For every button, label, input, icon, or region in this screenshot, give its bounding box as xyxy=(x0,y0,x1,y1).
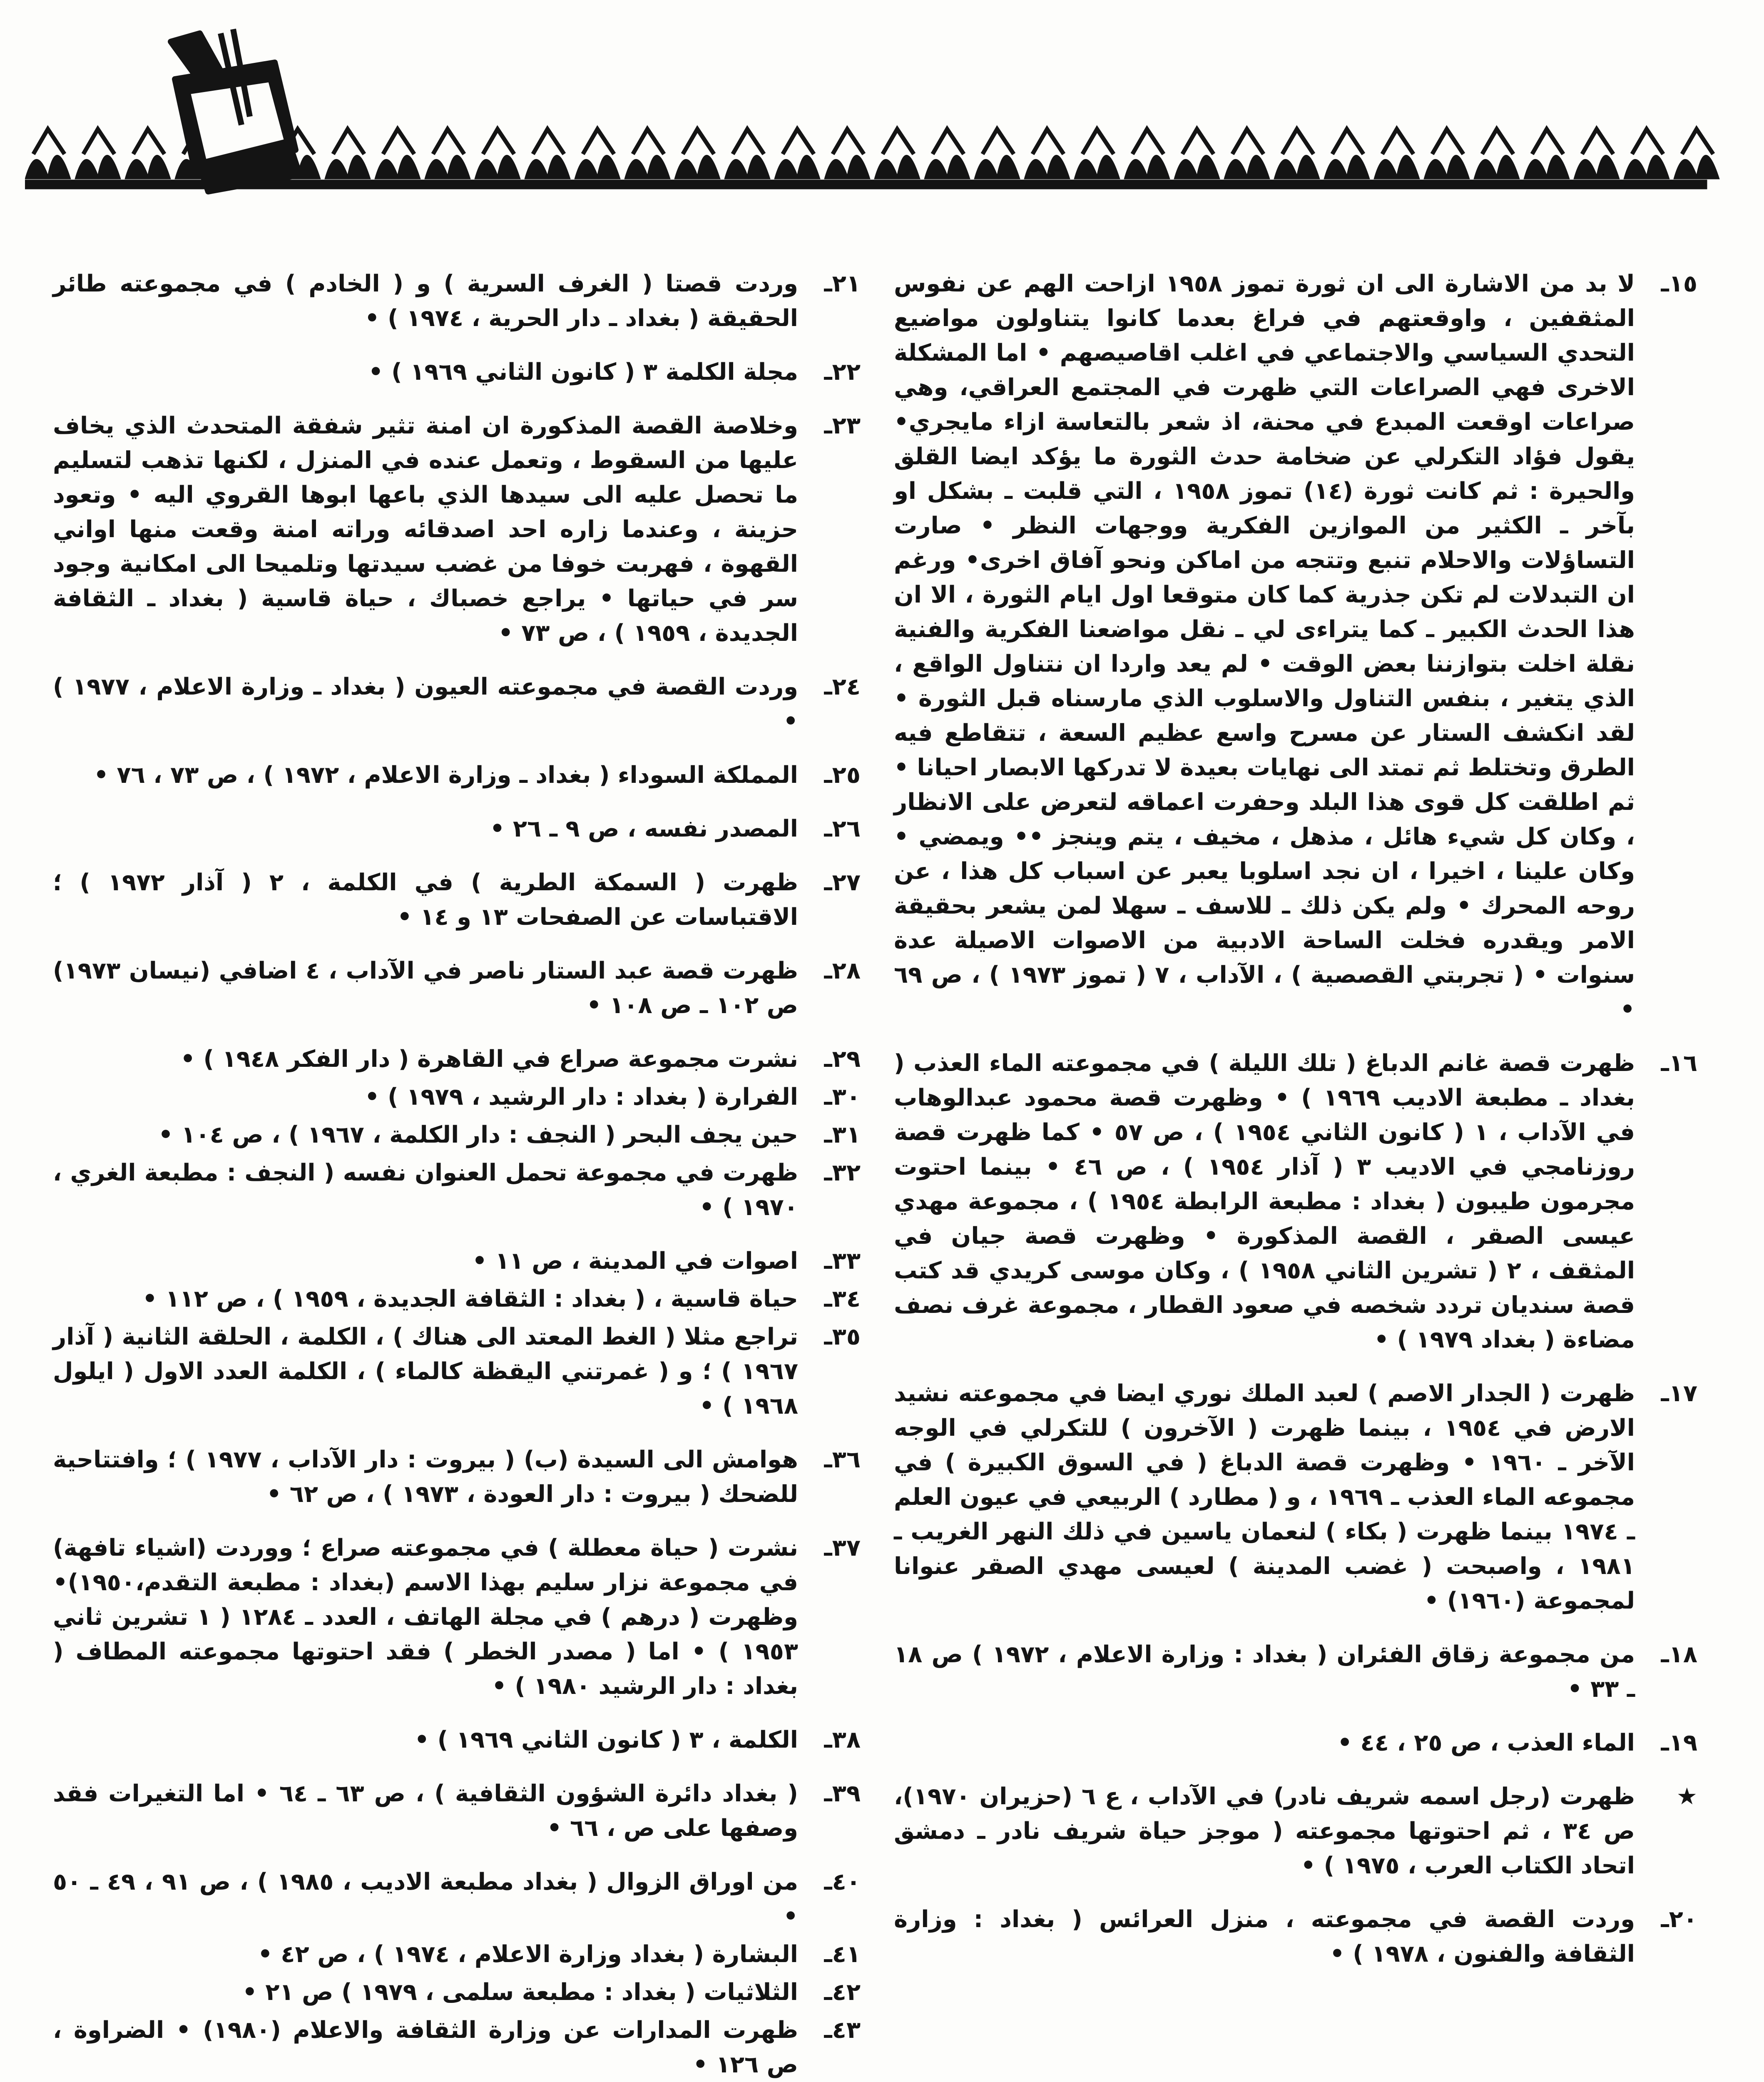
ornament-motif xyxy=(833,129,864,154)
ornament-motif xyxy=(1232,129,1264,154)
ornament-motif xyxy=(1674,155,1719,179)
footnote xyxy=(894,1046,1697,1357)
footnote-number: ٣١ـ xyxy=(824,1121,861,1148)
footnote-number: ١٥ـ xyxy=(1661,270,1697,297)
ornament-motif xyxy=(325,155,371,179)
footnote-number: ٢٦ـ xyxy=(824,815,861,842)
footnote xyxy=(53,1282,861,1316)
footnote xyxy=(53,1975,861,2010)
footnote-number: ١٦ـ xyxy=(1661,1050,1697,1077)
ornament-motif xyxy=(483,129,514,154)
footnote-number: ٢١ـ xyxy=(824,270,861,297)
ornament-motif xyxy=(425,155,470,179)
footnote-number: ٣٥ـ xyxy=(824,1323,861,1350)
footnote-number: ٢٨ـ xyxy=(824,957,861,984)
footnote-text: حين يجف البحر ( النجف : دار الكلمة ، ١٩٦٧ ) ، ص ١٠٤ • xyxy=(158,1121,798,1148)
footnote-text: من مجموعة زقاق الفئران ( بغداد : وزارة الاعلام ، ١٩٧٢ ) ص ١٨ ـ ٣٣ • xyxy=(894,1641,1635,1703)
footnote xyxy=(53,758,861,792)
footnote xyxy=(53,266,861,336)
footnote-number: ٢٢ـ xyxy=(824,359,861,386)
footnote-text: ظهرت قصة عبد الستار ناصر في الآداب ، ٤ اضافي (نيسان ١٩٧٣) ص ١٠٢ ـ ص ١٠٨ • xyxy=(53,957,798,1019)
footnote-text: الثلاثيات ( بغداد : مطبعة سلمى ، ١٩٧٩ ) ص ٢١ • xyxy=(242,1979,798,2006)
footnote-text: وخلاصة القصة المذكورة ان امنة تثير شفقة المتحدث الذي يخاف عليها من السقوط ، وتعمل عنده في المنزل ، لكنها تذهب لتسليم ما تحصل عليه الى سيدها الذي باعها ابوها القروي اليه • وتعود حزينة ، وعندما زاره احد اصدقائه وراته امنة وقعت منها اواني القهوة ، فهربت خوفا من غضب سيدتها وتلميحا الى امكانية وجود سر في حياتها • يراجع خصباك ، حياة قاسية ( بغداد ـ الثقافة الجديدة ، ١٩٥٩ ) ، ص ٧٣ • xyxy=(53,412,798,647)
footnote-text: ظهرت ( الجدار الاصم ) لعبد الملك نوري ايضا في مجموعته نشيد الارض في ١٩٥٤ ، بينما ظهرت ( الآخرون ) للتكرلي في الوجه الآخر ـ ١٩٦٠ • وظهرت قصة الدباغ ( في السوق الكبيرة ) في مجموعه الماء العذب ـ ١٩٦٩ ، و ( مطارد ) الربيعي في عيون العلم ـ ١٩٧٤ بينما ظهرت ( بكاء ) لنعمان ياسين في ذلك النهر الغريب ـ ١٩٨١ ، واصبحت ( غضب المدينة ) لعيسى مهدي الصقر عنوانا لمجموعة (١٩٦٠) • xyxy=(894,1380,1635,1614)
ornament-motif xyxy=(1174,155,1220,179)
ornament-motif xyxy=(1024,155,1070,179)
ornament-motif xyxy=(33,129,65,154)
footnote-text: من اوراق الزوال ( بغداد مطبعة الاديب ، ١٩٨٥ ) ، ص ٩١ ، ٤٩ ـ ٥٠ • xyxy=(53,1868,799,1930)
ornament-motif xyxy=(1574,155,1620,179)
footnote-text: البشارة ( بغداد وزارة الاعلام ، ١٩٧٤ ) ، ص ٤٢ • xyxy=(258,1941,798,1968)
ornament-motif xyxy=(83,129,114,154)
ornament-motif xyxy=(1682,129,1713,154)
footnote-number: ٣٦ـ xyxy=(824,1446,861,1473)
footnote-text: وردت قصتا ( الغرف السرية ) و ( الخادم ) في مجموعته طائر الحقيقة ( بغداد ـ دار الحرية ، ١٩٧٤ ) • xyxy=(53,270,798,332)
footnote-number: ٣٣ـ xyxy=(824,1248,861,1275)
footnote xyxy=(53,1156,861,1225)
ornament-motif xyxy=(774,155,820,179)
ornament-motif xyxy=(1182,129,1214,154)
ornament-motif xyxy=(1432,129,1463,154)
footnote xyxy=(894,1779,1697,1883)
ornament-motif xyxy=(933,129,964,154)
footnote-text: الماء العذب ، ص ٢٥ ، ٤٤ • xyxy=(1337,1729,1635,1756)
ornament-motif xyxy=(1124,155,1170,179)
footnote xyxy=(53,355,861,389)
footnote xyxy=(53,1118,861,1152)
footnote xyxy=(53,1531,861,1703)
ornament-motif xyxy=(1482,129,1513,154)
ornament-motif xyxy=(883,129,914,154)
footnote xyxy=(53,1442,861,1512)
footnote xyxy=(53,1042,861,1076)
ornament-motif xyxy=(824,155,870,179)
footnote-text: مجلة الكلمة ٣ ( كانون الثاني ١٩٦٩ ) • xyxy=(368,359,798,386)
footnote-number: ٤١ـ xyxy=(824,1941,861,1968)
ornament-motif xyxy=(983,129,1014,154)
ornament-motif xyxy=(583,129,614,154)
ornament-motif xyxy=(75,155,121,179)
ornament-motif xyxy=(1524,155,1570,179)
ornament-motif xyxy=(683,129,714,154)
footnote xyxy=(894,1637,1697,1706)
footnote-text: وردت القصة في مجموعته العيون ( بغداد ـ وزارة الاعلام ، ١٩٧٧ ) • xyxy=(53,673,798,735)
ornament-motif xyxy=(1274,155,1320,179)
ornament-motif xyxy=(1224,155,1270,179)
ornament-motif xyxy=(1332,129,1363,154)
ornament-motif xyxy=(125,155,171,179)
ornament-motif xyxy=(724,155,770,179)
ornament-motif xyxy=(633,129,664,154)
footnote-number: ٣٨ـ xyxy=(824,1726,861,1753)
footnote-text: تراجع مثلا ( الغط المعتد الى هناك ) ، الكلمة ، الحلقة الثانية ( آذار ١٩٦٧ ) ؛ و ( غمرتني اليقظة كالماء ) ، الكلمة العدد الاول ( ايلول ١٩٦٨ ) • xyxy=(53,1323,798,1420)
ornament-motif xyxy=(433,129,464,154)
footnote-text: ظهرت (رجل اسمه شريف نادر) في الآداب ، ع ٦ (حزيران ١٩٧٠)، ص ٣٤ ، ثم احتوتها مجموعته ( موجز حياة شريف نادر ـ دمشق اتحاد الكتاب العرب ، ١٩٧٥ ) • xyxy=(894,1783,1635,1879)
footnote-text: هوامش الى السيدة (ب) ( بيروت : دار الآداب ، ١٩٧٧ ) ؛ وافتتاحية للضحك ( بيروت : دار العودة ، ١٩٧٣ ) ، ص ٦٢ • xyxy=(53,1446,798,1508)
footnote xyxy=(53,1723,861,1757)
ornament-motif xyxy=(525,155,570,179)
ornament-motif xyxy=(1624,155,1669,179)
footnote-text: لا بد من الاشارة الى ان ثورة تموز ١٩٥٨ ازاحت الهم عن نفوس المثقفين ، واوقعتهم في فراغ بعدما كانوا يتناولون مواضيع التحدي السياسي والاجتماعي في اغلب اقاصيصهم • اما المشكلة الاخرى فهي الصراعات التي ظهرت في المجتمع العراقي، وهي صراعات اوقعت المبدع في محنة، اذ شعر بالتعاسة ازاء مايجري• يقول فؤاد التكرلي عن ضخامة حدث الثورة ما يؤكد ايضا القلق والحيرة : ثم كانت ثورة (١٤) تموز ١٩٥٨ ، التي قلبت ـ بشكل او بآخر ـ الكثير من الموازين الفكرية ووجهات النظر • صارت التساؤلات والاحلام تنبع وتتجه من اماكن ونحو آفاق اخرى• ورغم ان التبدلات لم تكن جذرية كما كان متوقعا اول ايام الثورة ، الا ان هذا الحدث الكبير ـ كما يتراءى لي ـ نقل مواضعنا الفكرية والفنية نقلة اخلت بتوازننا بعض الوقت • لم يعد واردا ان نتناول الواقع ، الذي يتغير ، بنفس التناول والاسلوب الذي مارسناه قبل الثورة • لقد انكشف الستار عن مسرح واسع عظيم السعة ، تتقاطع فيه الطرق وتختلط ثم تمتد الى نهايات بعيدة لا تدركها الابصار احيانا • ثم اطلقت كل قوى هذا البلد وحفرت اعماقه لتعرض على الانظار ، وكان كل شيء هائل ، مذهل ، مخيف ، يتم وينجز •• ويمضي • وكان علينا ، اخيرا ، ان نجد اسلوبا يعبر عن اسباب كل هذا ، عن روحه المحرك • ولم يكن ذلك ـ للاسف ـ سهلا لمن يشعر بحقيقة الامر ويقدره فخلت الساحة الادبية من الاصوات الاصيلة عدة سنوات • ( تجربتي القصصية ) ، الآداب ، ٧ ( تموز ١٩٧٣ ) ، ص ٦٩ • xyxy=(894,270,1635,1023)
footnote-text: المصدر نفسه ، ص ٩ ـ ٢٦ • xyxy=(490,815,798,842)
ornament-motif xyxy=(575,155,620,179)
ornament-motif xyxy=(624,155,670,179)
footnote xyxy=(53,2013,861,2082)
footnote-number: ٢٥ـ xyxy=(824,762,861,789)
ornament-motif xyxy=(674,155,720,179)
footnote-number: ١٨ـ xyxy=(1661,1641,1697,1668)
ornament-motif xyxy=(1082,129,1114,154)
ornament-motif xyxy=(383,129,414,154)
ornament-motif xyxy=(783,129,814,154)
ornament-motif xyxy=(874,155,920,179)
ornament-motif xyxy=(1632,129,1663,154)
footnote-number: ٣٩ـ xyxy=(824,1780,861,1807)
footnote-number: ١٩ـ xyxy=(1661,1729,1697,1756)
footnote xyxy=(53,1080,861,1114)
ornament-motif xyxy=(1532,129,1563,154)
footnote-number: ٢٤ـ xyxy=(824,673,861,700)
footnote-number: ٤٠ـ xyxy=(824,1868,861,1895)
ornament-motif xyxy=(924,155,970,179)
footnote-text: المملكة السوداء ( بغداد ـ وزارة الاعلام ، ١٩٧٢ ) ، ص ٧٣ ، ٧٦ • xyxy=(94,762,798,789)
footnote-text: ظهرت قصة غانم الدباغ ( تلك الليلة ) في مجموعته الماء العذب ( بغداد ـ مطبعة الاديب ١٩٦٩ ) • وظهرت قصة محمود عبدالوهاب في الآداب ، ١ ( كانون الثاني ١٩٥٤ ) ، ص ٥٧ • كما ظهرت قصة روزنامجي في الاديب ٣ ( آذار ١٩٥٤ ) ، ص ٤٦ • بينما احتوت مجرمون طيبون ( بغداد : مطبعة الرابطة ١٩٥٤ ) ، مجموعة مهدي عيسى الصقر ، القصة المذكورة • وظهرت قصة جيان في المثقف ، ٢ ( تشرين الثاني ١٩٥٨ ) ، وكان موسى كريدي قد كتب قصة سنديان تردد شخصه في صعود القطار ، مجموعة غرف نصف مضاءة ( بغداد ١٩٧٩ ) • xyxy=(894,1050,1635,1353)
ornament-motif xyxy=(1474,155,1520,179)
ornament-motif xyxy=(974,155,1020,179)
ornament-motif xyxy=(1033,129,1064,154)
footnotes-left-column xyxy=(53,266,861,2082)
footnote-number: ٣٢ـ xyxy=(824,1159,861,1186)
footnote-text: الكلمة ، ٣ ( كانون الثاني ١٩٦٩ ) • xyxy=(414,1726,798,1753)
footnote xyxy=(53,1320,861,1423)
ornament-motif xyxy=(475,155,520,179)
footnote xyxy=(53,1865,861,1934)
header-ornament-graphic xyxy=(25,17,1732,225)
footnote-text: حياة قاسية ، ( بغداد : الثقافة الجديدة ، ١٩٥٩ ) ، ص ١١٢ • xyxy=(142,1285,798,1312)
ornament-motif xyxy=(1074,155,1120,179)
footnote-number: ٤٣ـ xyxy=(824,2017,861,2044)
ornament-motif xyxy=(375,155,420,179)
footnote-number: ★ xyxy=(1676,1783,1697,1810)
footnote-text: ظهرت في مجموعة تحمل العنوان نفسه ( النجف : مطبعة الغري ، ١٩٧٠ ) • xyxy=(53,1159,798,1221)
ornament-motif xyxy=(1282,129,1314,154)
ornament-motif xyxy=(1132,129,1164,154)
footnote-text: نشرت مجموعة صراع في القاهرة ( دار الفكر ١٩٤٨ ) • xyxy=(180,1046,798,1073)
footnote-number: ٢٠ـ xyxy=(1661,1906,1697,1933)
ornament-motif xyxy=(133,129,164,154)
footnote-number: ٢٧ـ xyxy=(824,869,861,896)
footnote xyxy=(53,1244,861,1278)
footnote-number: ٣٤ـ xyxy=(824,1285,861,1312)
ornament-motif xyxy=(1382,129,1413,154)
footnote xyxy=(53,812,861,846)
footnote xyxy=(894,266,1697,1027)
ornament-motif xyxy=(1324,155,1370,179)
ornament-motif xyxy=(533,129,564,154)
footnote xyxy=(894,1376,1697,1618)
ornament-motif xyxy=(1424,155,1470,179)
footnote-number: ١٧ـ xyxy=(1661,1380,1697,1407)
footnote-text: ظهرت المدارات عن وزارة الثقافة والاعلام (١٩٨٠) • الضراوة ، ص ١٢٦ • xyxy=(53,2017,798,2078)
footnote xyxy=(53,408,861,650)
footnote-number: ٤٢ـ xyxy=(824,1979,861,2006)
footnote-text: ظهرت ( السمكة الطرية ) في الكلمة ، ٢ ( آذار ١٩٧٢ ) ؛ الاقتباسات عن الصفحات ١٣ و ١٤ • xyxy=(53,869,799,931)
footnote-text: ( بغداد دائرة الشؤون الثقافية ) ، ص ٦٣ ـ ٦٤ • اما التغيرات فقد وصفها على ص ، ٦٦ • xyxy=(53,1780,798,1842)
footnote-text: نشرت ( حياة معطلة ) في مجموعته صراع ؛ ووردت (اشياء تافهة) في مجموعة نزار سليم بهذا الاسم (بغداد : مطبعة التقدم،١٩٥٠)• وظهرت ( درهم ) في مجلة الهاتف ، العدد ـ ١٢٨٤ ( ١ تشرين ثاني ١٩٥٣ ) • اما ( مصدر الخطر ) فقد احتوتها مجموعته المطاف ( بغداد : دار الرشيد ١٩٨٠ ) • xyxy=(53,1534,798,1700)
ornament-motif xyxy=(1582,129,1613,154)
footnote-text: الفرارة ( بغداد : دار الرشيد ، ١٩٧٩ ) • xyxy=(364,1083,798,1111)
footnote-number: ٣٧ـ xyxy=(824,1534,861,1562)
ornament-motif xyxy=(733,129,764,154)
footnote xyxy=(894,1902,1697,1971)
footnote xyxy=(894,1726,1697,1760)
footnote xyxy=(53,1776,861,1845)
footnote-number: ٣٠ـ xyxy=(824,1083,861,1111)
ornament-motif xyxy=(333,129,364,154)
footnote xyxy=(53,670,861,739)
footnotes-right-column xyxy=(894,266,1697,1990)
ornament-motif xyxy=(25,155,71,179)
footnote-number: ٢٣ـ xyxy=(824,412,861,439)
footnote-text: وردت القصة في مجموعته ، منزل العرائس ( بغداد : وزارة الثقافة والفنون ، ١٩٧٨ ) • xyxy=(894,1906,1635,1967)
footnote-number: ٢٩ـ xyxy=(824,1046,861,1073)
ornament-motif xyxy=(1374,155,1420,179)
footnote xyxy=(53,865,861,934)
footnote xyxy=(53,1937,861,1972)
footnote-text: اصوات في المدينة ، ص ١١ • xyxy=(472,1248,798,1275)
footnote xyxy=(53,954,861,1023)
